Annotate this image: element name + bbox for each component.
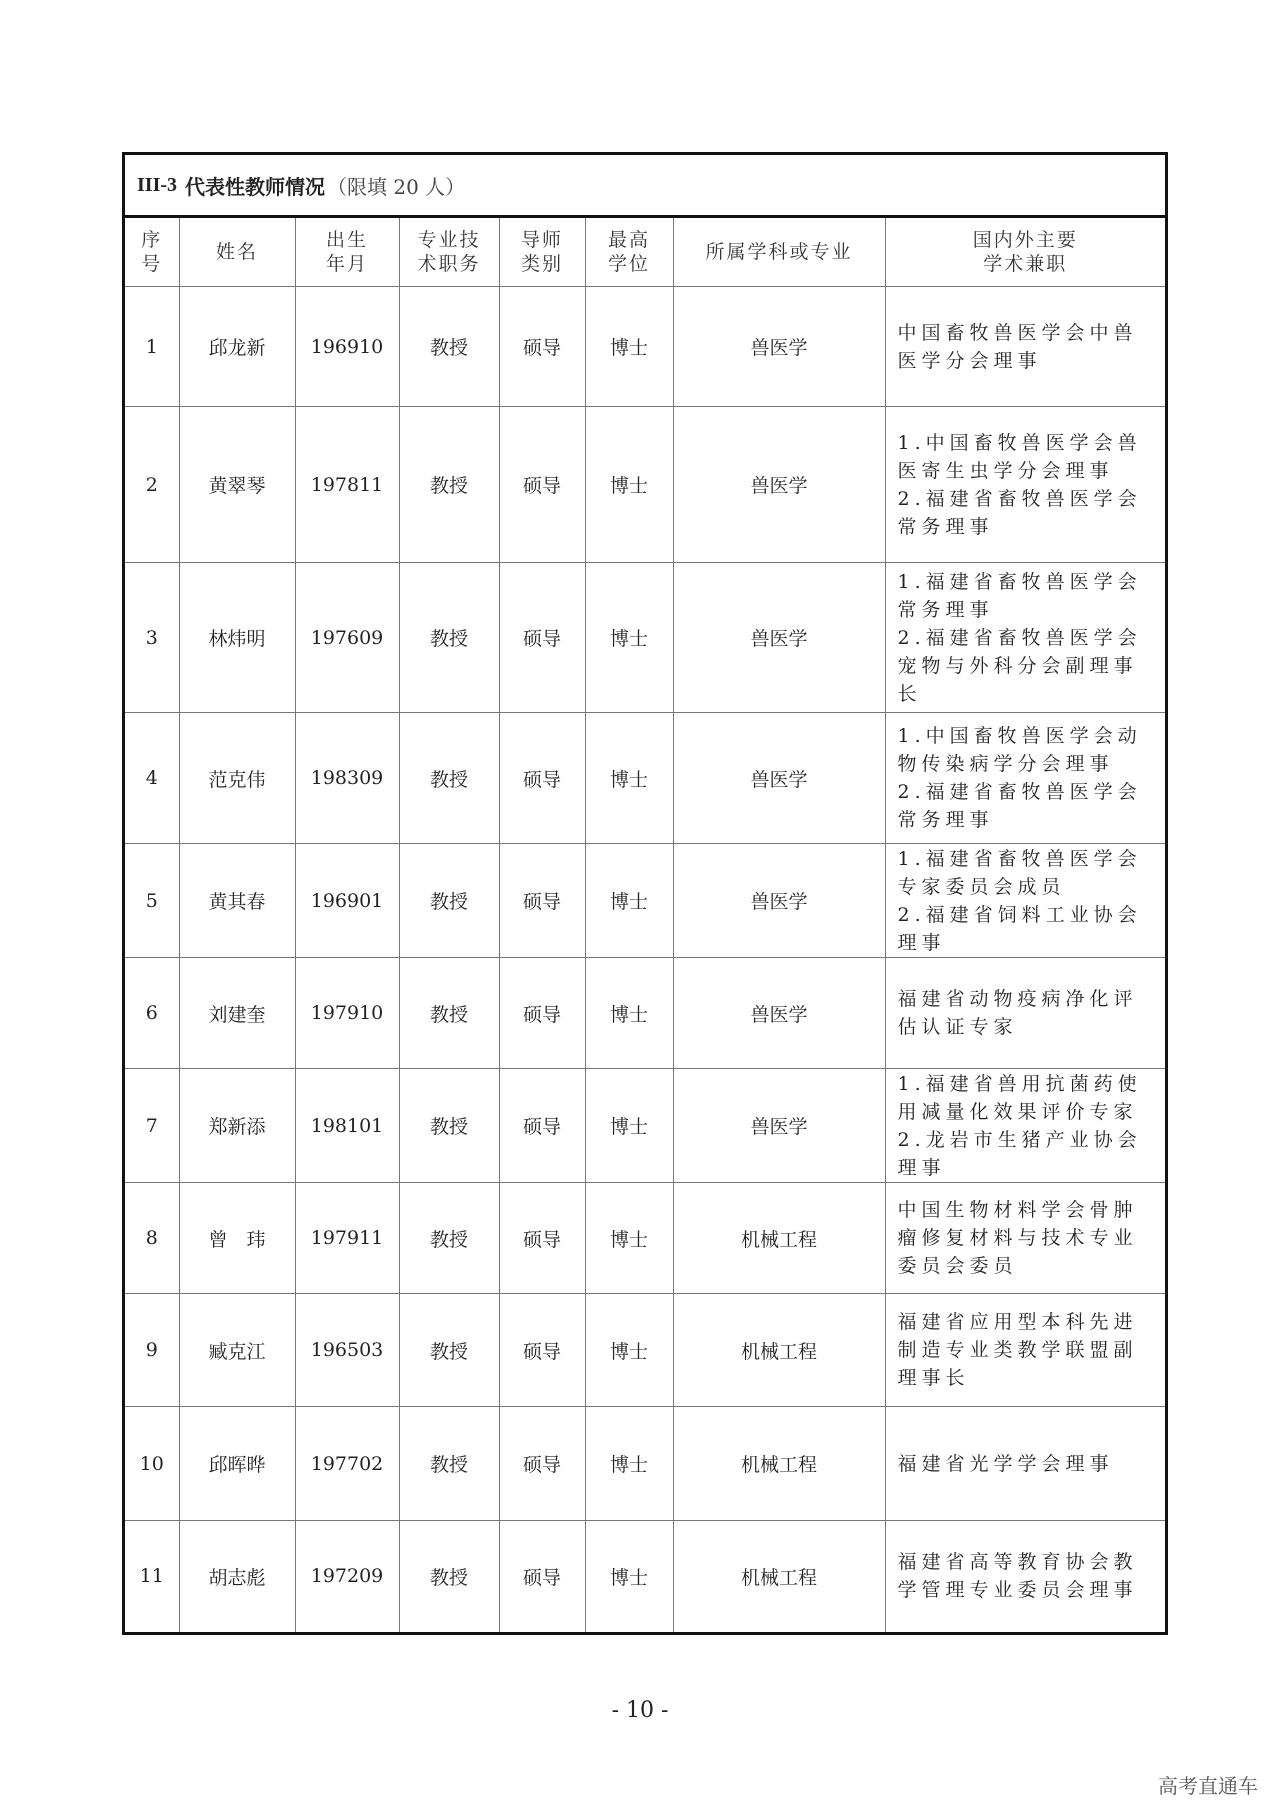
header-line: 学术兼职 (983, 253, 1068, 275)
duty-item: 2.福建省畜牧兽医学会宠物与外科分会副理事长 (897, 626, 1142, 705)
cell-duties (885, 1521, 1165, 1632)
header-line: 术职务 (417, 253, 481, 275)
header-line: 号 (141, 253, 163, 275)
cell-birth: 197702 (295, 1407, 399, 1521)
section-note: （限填 20 人） (327, 174, 466, 199)
cell-degree: 博士 (585, 1069, 673, 1183)
duty-item: 1.福建省畜牧兽医学会常务理事 (897, 570, 1142, 621)
header-line: 所属学科或专业 (705, 241, 853, 263)
cell-title: 教授 (399, 407, 499, 563)
cell-discipline: 兽医学 (673, 958, 885, 1069)
duty-item: 福建省动物疫病净化评估认证专家 (897, 988, 1138, 1038)
cell-degree: 博士 (585, 1521, 673, 1632)
cell-duties (885, 1407, 1165, 1521)
cell-birth: 198309 (295, 713, 399, 844)
cell-birth: 197811 (295, 407, 399, 563)
cell-name: 刘建奎 (179, 958, 295, 1069)
header-no (125, 218, 179, 287)
cell-birth: 196503 (295, 1294, 399, 1407)
cell-mentor: 硕导 (499, 287, 585, 407)
cell-mentor: 硕导 (499, 1069, 585, 1183)
header-line: 专业技 (417, 229, 481, 251)
cell-title: 教授 (399, 1294, 499, 1407)
cell-birth: 197910 (295, 958, 399, 1069)
duty-item: 2.福建省饲料工业协会理事 (897, 903, 1142, 954)
duty-item: 1.中国畜牧兽医学会动物传染病学分会理事 (897, 725, 1142, 775)
table-row (125, 1294, 1165, 1407)
cell-title: 教授 (399, 958, 499, 1069)
cell-degree: 博士 (585, 958, 673, 1069)
cell-duties (885, 563, 1165, 713)
duty-item: 福建省高等教育协会教学管理专业委员会理事 (897, 1551, 1138, 1602)
cell-birth: 196901 (295, 844, 399, 958)
header-label: 最高学位 (607, 229, 650, 275)
header-line: 序 (141, 229, 163, 251)
header-row (125, 218, 1165, 287)
table-row (125, 287, 1165, 407)
cell-mentor: 硕导 (499, 844, 585, 958)
table-row (125, 844, 1165, 958)
cell-name: 黄翠琴 (179, 407, 295, 563)
table-row (125, 1521, 1165, 1632)
cell-no: 9 (125, 1294, 179, 1407)
cell-duties (885, 713, 1165, 844)
cell-discipline: 机械工程 (673, 1183, 885, 1294)
cell-title: 教授 (399, 713, 499, 844)
header-title (399, 218, 499, 287)
cell-discipline: 兽医学 (673, 563, 885, 713)
header-mentor (499, 218, 585, 287)
cell-birth: 197609 (295, 563, 399, 713)
cell-title: 教授 (399, 563, 499, 713)
cell-name: 邱龙新 (179, 287, 295, 407)
cell-duties (885, 407, 1165, 563)
cell-name: 胡志彪 (179, 1521, 295, 1632)
duty-item: 中国生物材料学会骨肿瘤修复材料与技术专业委员会委员 (897, 1199, 1138, 1277)
page-number: - 10 - (611, 1698, 669, 1723)
cell-discipline: 兽医学 (673, 287, 885, 407)
cell-discipline: 机械工程 (673, 1407, 885, 1521)
duty-item: 福建省应用型本科先进制造专业类教学联盟副理事长 (897, 1311, 1138, 1389)
duty-item: 福建省光学学会理事 (897, 1452, 1114, 1475)
cell-name: 郑新添 (179, 1069, 295, 1183)
cell-duties (885, 1069, 1165, 1183)
cell-discipline: 兽医学 (673, 407, 885, 563)
table-row (125, 1407, 1165, 1521)
cell-title: 教授 (399, 1407, 499, 1521)
cell-degree: 博士 (585, 287, 673, 407)
header-line: 姓名 (215, 241, 258, 263)
header-duties (885, 218, 1165, 287)
cell-birth: 197911 (295, 1183, 399, 1294)
table-row (125, 713, 1165, 844)
cell-mentor: 硕导 (499, 958, 585, 1069)
watermark: 高考直通车 (1158, 1774, 1258, 1798)
cell-degree: 博士 (585, 713, 673, 844)
cell-birth: 197209 (295, 1521, 399, 1632)
cell-title: 教授 (399, 1069, 499, 1183)
header-name (179, 218, 295, 287)
teacher-table-frame (122, 152, 1168, 1635)
teacher-table (125, 218, 1165, 1632)
cell-degree: 博士 (585, 1294, 673, 1407)
duty-item: 2.福建省畜牧兽医学会常务理事 (897, 487, 1142, 538)
cell-discipline: 机械工程 (673, 1521, 885, 1632)
cell-degree: 博士 (585, 407, 673, 563)
cell-mentor: 硕导 (499, 1521, 585, 1632)
cell-duties (885, 958, 1165, 1069)
header-birth (295, 218, 399, 287)
cell-no: 8 (125, 1183, 179, 1294)
table-row (125, 1183, 1165, 1294)
header-label: 导师类别 (520, 229, 563, 275)
cell-title: 教授 (399, 287, 499, 407)
cell-mentor: 硕导 (499, 407, 585, 563)
cell-title: 教授 (399, 1183, 499, 1294)
section-code: III-3 (137, 173, 178, 196)
cell-no: 10 (125, 1407, 179, 1521)
cell-mentor: 硕导 (499, 713, 585, 844)
cell-name: 范克伟 (179, 713, 295, 844)
table-row (125, 407, 1165, 563)
cell-birth: 198101 (295, 1069, 399, 1183)
cell-no: 3 (125, 563, 179, 713)
cell-duties (885, 844, 1165, 958)
cell-title: 教授 (399, 844, 499, 958)
cell-mentor: 硕导 (499, 563, 585, 713)
cell-mentor: 硕导 (499, 1294, 585, 1407)
table-row (125, 1069, 1165, 1183)
table-row (125, 563, 1165, 713)
cell-no: 1 (125, 287, 179, 407)
duty-item: 2.福建省畜牧兽医学会常务理事 (897, 781, 1142, 831)
duty-item: 中国畜牧兽医学会中兽医学分会理事 (897, 321, 1138, 372)
cell-title: 教授 (399, 1521, 499, 1632)
duty-item: 1.中国畜牧兽医学会兽医寄生虫学分会理事 (897, 431, 1142, 482)
cell-name: 臧克江 (179, 1294, 295, 1407)
section-heading: 代表性教师情况 (185, 174, 326, 199)
cell-discipline: 兽医学 (673, 713, 885, 844)
cell-duties (885, 1183, 1165, 1294)
cell-name: 林炜明 (179, 563, 295, 713)
cell-discipline: 机械工程 (673, 1294, 885, 1407)
duty-item: 1.福建省兽用抗菌药使用减量化效果评价专家 (897, 1072, 1142, 1123)
cell-discipline: 兽医学 (673, 1069, 885, 1183)
cell-duties (885, 287, 1165, 407)
header-degree (585, 218, 673, 287)
cell-name: 曾 玮 (179, 1183, 295, 1294)
cell-duties (885, 1294, 1165, 1407)
cell-no: 2 (125, 407, 179, 563)
cell-degree: 博士 (585, 563, 673, 713)
section-title (125, 155, 1165, 218)
header-line: 国内外主要 (972, 229, 1078, 251)
cell-degree: 博士 (585, 1183, 673, 1294)
duty-item: 1.福建省畜牧兽医学会专家委员会成员 (897, 847, 1142, 898)
cell-degree: 博士 (585, 844, 673, 958)
cell-birth: 196910 (295, 287, 399, 407)
cell-degree: 博士 (585, 1407, 673, 1521)
cell-name: 邱晖晔 (179, 1407, 295, 1521)
header-discipline (673, 218, 885, 287)
cell-no: 11 (125, 1521, 179, 1632)
cell-name: 黄其春 (179, 844, 295, 958)
cell-no: 5 (125, 844, 179, 958)
cell-discipline: 兽医学 (673, 844, 885, 958)
cell-mentor: 硕导 (499, 1183, 585, 1294)
cell-no: 7 (125, 1069, 179, 1183)
cell-no: 4 (125, 713, 179, 844)
cell-no: 6 (125, 958, 179, 1069)
duty-item: 2.龙岩市生猪产业协会理事 (897, 1128, 1142, 1179)
table-row (125, 958, 1165, 1069)
header-label: 出生年月 (325, 229, 368, 275)
cell-mentor: 硕导 (499, 1407, 585, 1521)
